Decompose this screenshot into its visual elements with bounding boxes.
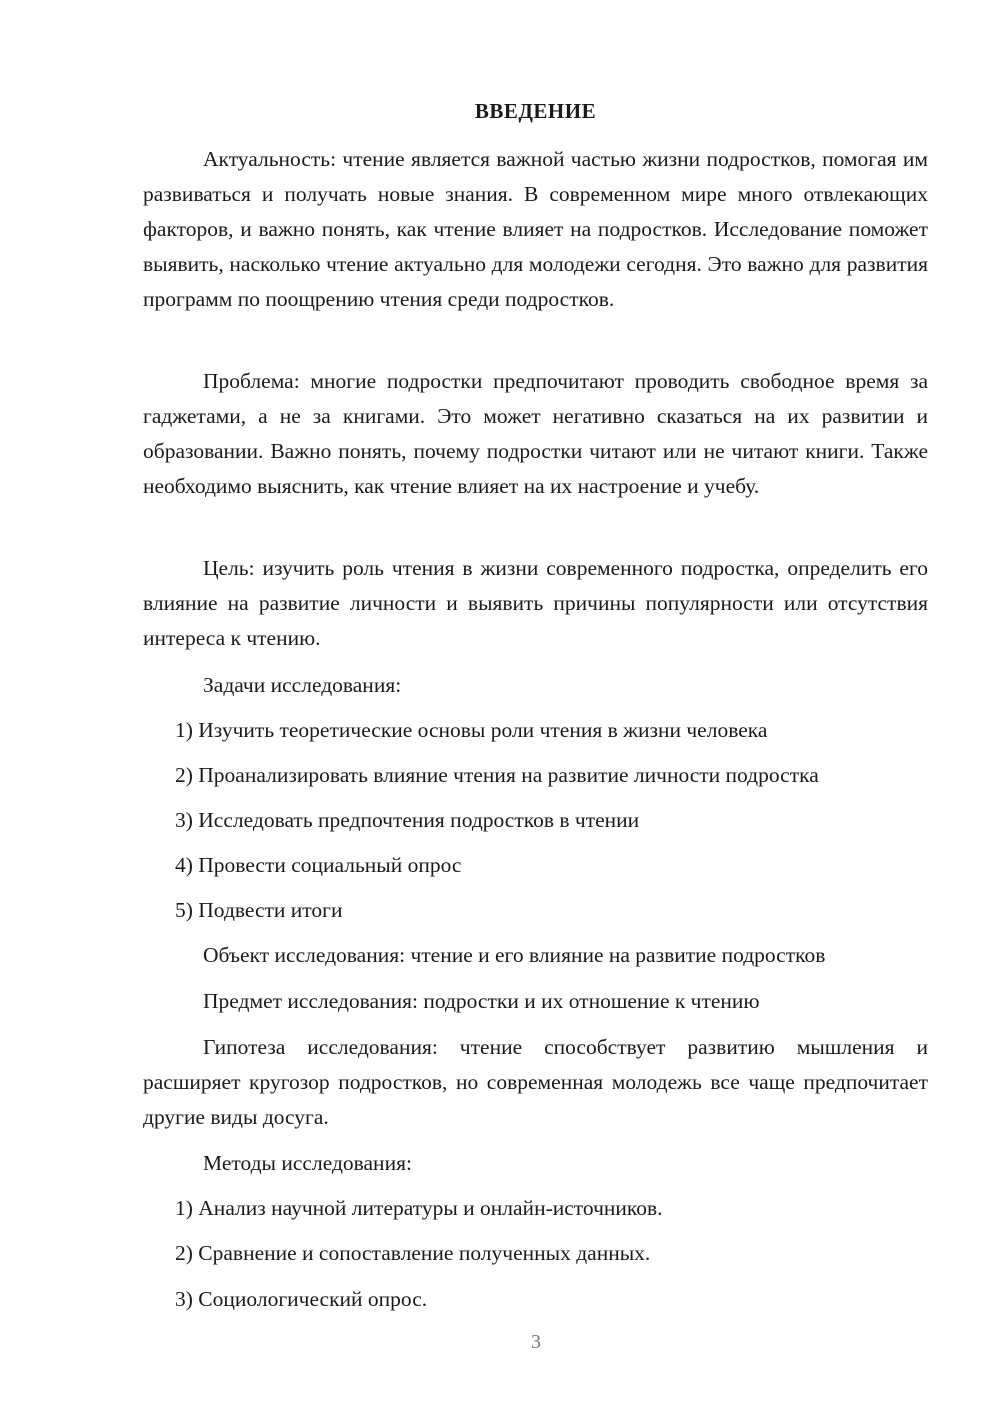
task-item: 2) Проанализировать влияние чтения на развитие личности подростка [175,763,819,787]
method-item: 3) Социологический опрос. [175,1287,428,1311]
method-item: 2) Сравнение и сопоставление полученных данных. [175,1241,651,1265]
task-item: 5) Подвести итоги [175,898,343,922]
method-item: 1) Анализ научной литературы и онлайн-источников. [175,1196,663,1220]
task-item: 4) Провести социальный опрос [175,853,462,877]
object-line: Объект исследования: чтение и его влияние на развитие подростков [203,943,826,967]
task-item: 1) Изучить теоретические основы роли чтения в жизни человека [175,718,768,742]
methods-heading: Методы исследования: [203,1151,412,1175]
relevance-paragraph: Актуальность: чтение является важной частью жизни подростков, помогая им развиваться и получать новые знания. В современном мире много отвлекающих факторов, и важно понять, как чтение влияет на подростков. Исследование поможет выявить, насколько чтение актуально для молодежи сегодня. Это важно для развития программ по поощрению чтения среди подростков. [143,147,928,311]
goal-paragraph: Цель: изучить роль чтения в жизни современного подростка, определить его влияние на развитие личности и выявить причины популярности или отсутствия интереса к чтению. [143,556,928,650]
page-title: ВВЕДЕНИЕ [474,99,597,123]
subject-line: Предмет исследования: подростки и их отношение к чтению [203,989,760,1013]
tasks-heading: Задачи исследования: [203,673,402,697]
hypothesis-paragraph: Гипотеза исследования: чтение способствует развитию мышления и расширяет кругозор подростков, но современная молодежь все чаще предпочитает другие виды досуга. [143,1035,928,1129]
problem-paragraph: Проблема: многие подростки предпочитают проводить свободное время за гаджетами, а не за книгами. Это может негативно сказаться на их развитии и образовании. Важно понять, почему подростки читают или не читают книги. Также необходимо выяснить, как чтение влияет на их настроение и учебу. [143,369,928,498]
page-number: 3 [531,1331,541,1353]
task-item: 3) Исследовать предпочтения подростков в чтении [175,808,640,832]
